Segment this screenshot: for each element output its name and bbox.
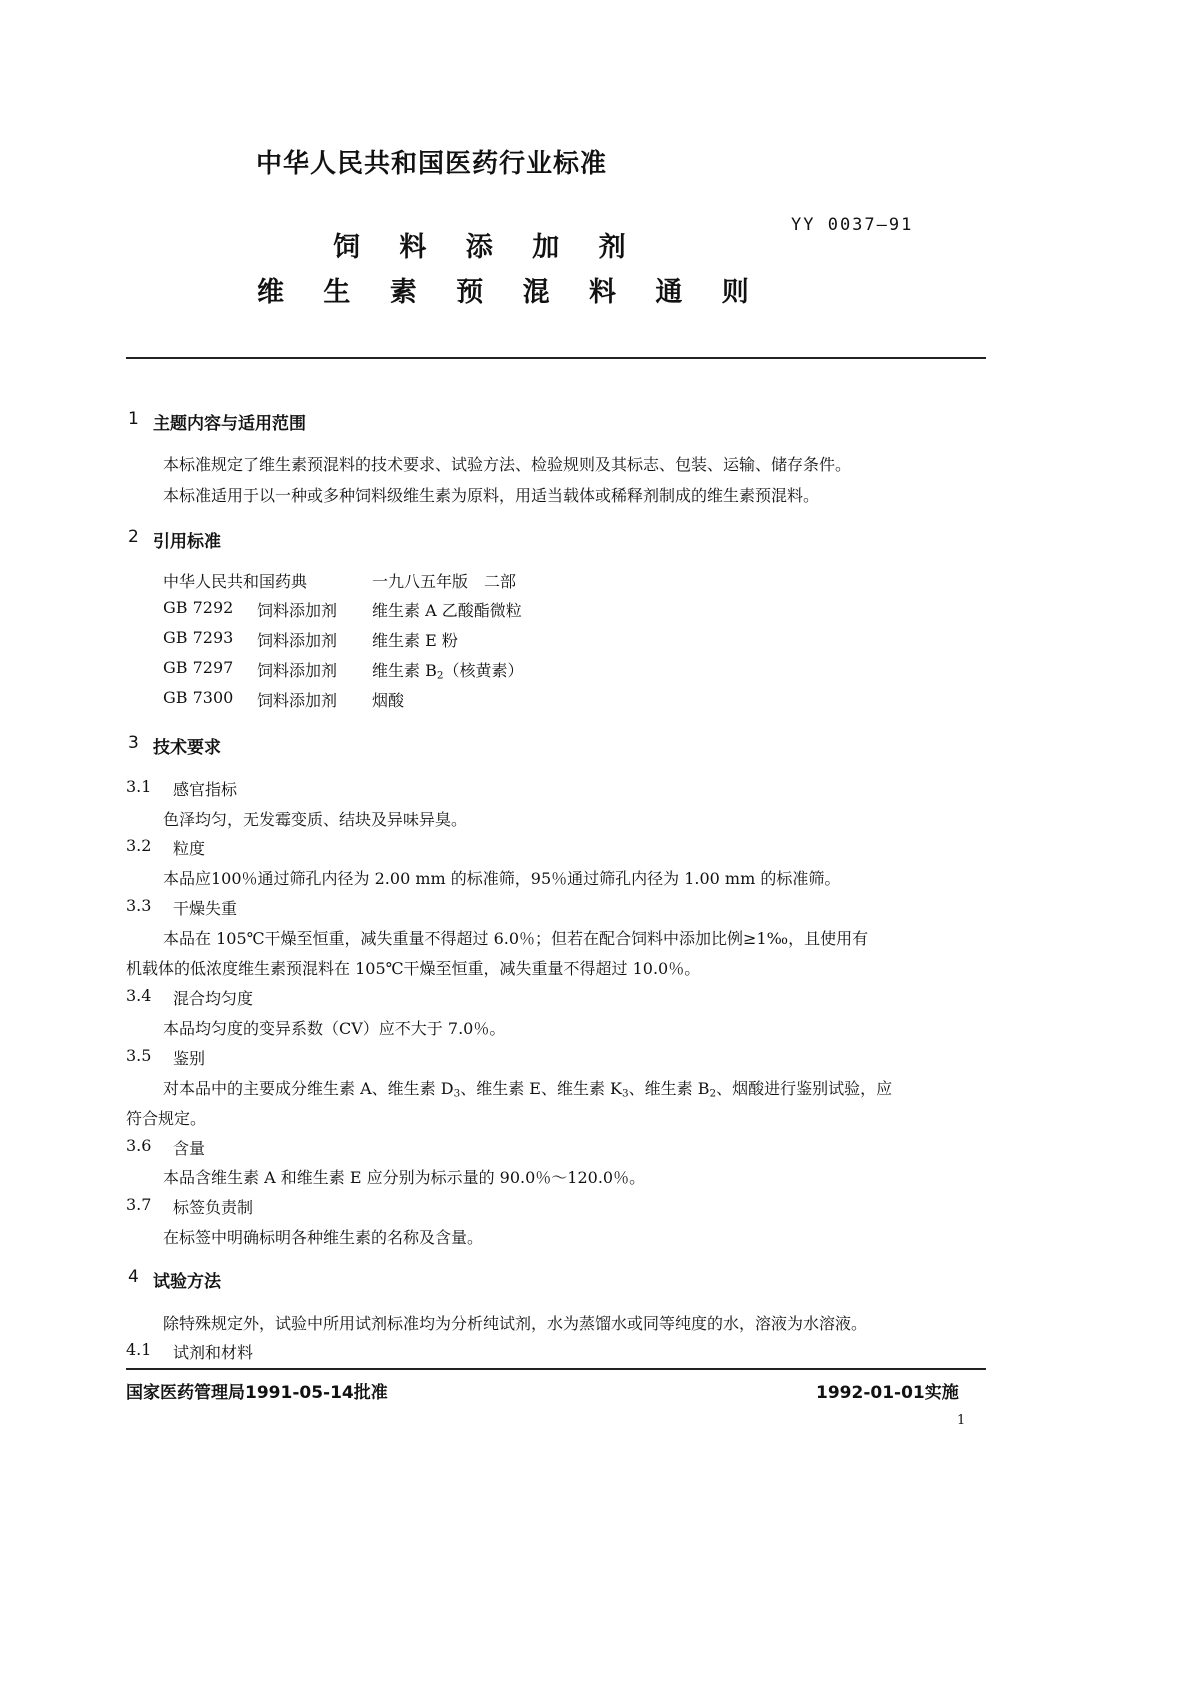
reference-item: 维生素 E 粉	[372, 631, 458, 650]
subscript: 2	[709, 1087, 717, 1100]
paragraph: 本标准规定了维生素预混料的技术要求、试验方法、检验规则及其标志、包装、运输、储存条件。	[163, 455, 852, 474]
section-title: 主题内容与适用范围	[153, 414, 306, 434]
reference-item: 二部	[484, 572, 517, 591]
subscript: 3	[453, 1087, 461, 1100]
section-title: 试验方法	[153, 1272, 221, 1292]
subsection-title: 鉴别	[173, 1049, 206, 1068]
header-divider	[126, 357, 986, 359]
paragraph: 色泽均匀，无发霉变质、结块及异味异臭。	[163, 810, 468, 829]
section-number: 2	[128, 527, 139, 547]
reference-item: 烟酸	[372, 691, 405, 710]
reference-item-text: 维生素 B	[372, 661, 437, 680]
paragraph: 本品含维生素 A 和维生素 E 应分别为标示量的 90.0％～120.0％。	[163, 1168, 646, 1187]
reference-code: GB 7293	[163, 628, 234, 647]
paragraph: 本品在 105℃干燥至恒重，减失重量不得超过 6.0％；但若在配合饲料中添加比例≥1‰，且使用有	[163, 929, 869, 948]
reference-code: GB 7292	[163, 598, 234, 617]
reference-category: 饲料添加剂	[257, 691, 338, 710]
subsection-number: 3.6	[126, 1136, 152, 1155]
section-title: 技术要求	[153, 738, 221, 758]
page-number: 1	[957, 1413, 966, 1428]
subsection-title: 混合均匀度	[173, 989, 254, 1008]
subsection-title: 感官指标	[173, 780, 238, 799]
subsection-title: 试剂和材料	[173, 1343, 254, 1362]
paragraph-continuation: 符合规定。	[126, 1109, 207, 1128]
subscript: 2	[436, 669, 444, 682]
subsection-title: 干燥失重	[173, 899, 238, 918]
reference-code: GB 7300	[163, 688, 234, 707]
document-title-line-2: 维 生 素 预 混 料 通 则	[257, 277, 764, 308]
reference-category: 一九八五年版	[372, 572, 469, 591]
subsection-title: 粒度	[173, 839, 206, 858]
subsection-number: 3.2	[126, 836, 152, 855]
standard-code: YY 0037—91	[791, 215, 914, 235]
effective-date: 1992-01-01实施	[816, 1383, 959, 1403]
reference-category: 饲料添加剂	[257, 661, 338, 680]
document-title-line-1: 饲 料 添 加 剂	[333, 232, 641, 263]
reference-category: 饲料添加剂	[257, 601, 338, 620]
paragraph-text: 、维生素 E、维生素 K	[460, 1079, 622, 1098]
reference-item: 维生素 A 乙酸酯微粒	[372, 601, 522, 620]
subscript: 3	[622, 1087, 629, 1100]
subsection-number: 3.1	[126, 777, 152, 796]
section-number: 1	[128, 409, 139, 429]
paragraph: 本品均匀度的变异系数（CV）应不大于 7.0％。	[163, 1019, 506, 1038]
reference-code: GB 7297	[163, 658, 234, 677]
section-title: 引用标准	[153, 532, 221, 552]
subsection-title: 含量	[173, 1139, 206, 1158]
paragraph	[163, 1076, 892, 1100]
paragraph-text: 对本品中的主要成分维生素 A、维生素 D	[163, 1079, 454, 1098]
paragraph-continuation: 机载体的低浓度维生素预混料在 105℃干燥至恒重，减失重量不得超过 10.0％。	[126, 959, 701, 978]
standard-category-heading: 中华人民共和国医药行业标准	[256, 149, 608, 179]
section-number: 3	[128, 733, 139, 753]
reference-item	[372, 658, 524, 682]
subsection-number: 4.1	[126, 1340, 152, 1359]
subsection-number: 3.5	[126, 1046, 152, 1065]
approval-info: 国家医药管理局1991-05-14批准	[126, 1383, 388, 1403]
paragraph: 除特殊规定外，试验中所用试剂标准均为分析纯试剂，水为蒸馏水或同等纯度的水，溶液为水溶液。	[163, 1314, 868, 1333]
reference-code: 中华人民共和国药典	[163, 572, 308, 591]
section-number: 4	[128, 1267, 139, 1287]
subsection-number: 3.3	[126, 896, 152, 915]
paragraph-text: 、维生素 B	[628, 1079, 710, 1098]
paragraph: 本品应100％通过筛孔内径为 2.00 mm 的标准筛，95％通过筛孔内径为 1.00 mm 的标准筛。	[163, 869, 841, 888]
footer-divider	[126, 1368, 986, 1370]
paragraph-text: 、烟酸进行鉴别试验，应	[716, 1079, 893, 1098]
subsection-number: 3.4	[126, 986, 152, 1005]
subsection-title: 标签负责制	[173, 1198, 254, 1217]
paragraph: 在标签中明确标明各种维生素的名称及含量。	[163, 1228, 484, 1247]
reference-category: 饲料添加剂	[257, 631, 338, 650]
paragraph: 本标准适用于以一种或多种饲料级维生素为原料，用适当载体或稀释剂制成的维生素预混料。	[163, 486, 820, 505]
reference-item-text: （核黄素）	[443, 661, 524, 680]
subsection-number: 3.7	[126, 1195, 152, 1214]
